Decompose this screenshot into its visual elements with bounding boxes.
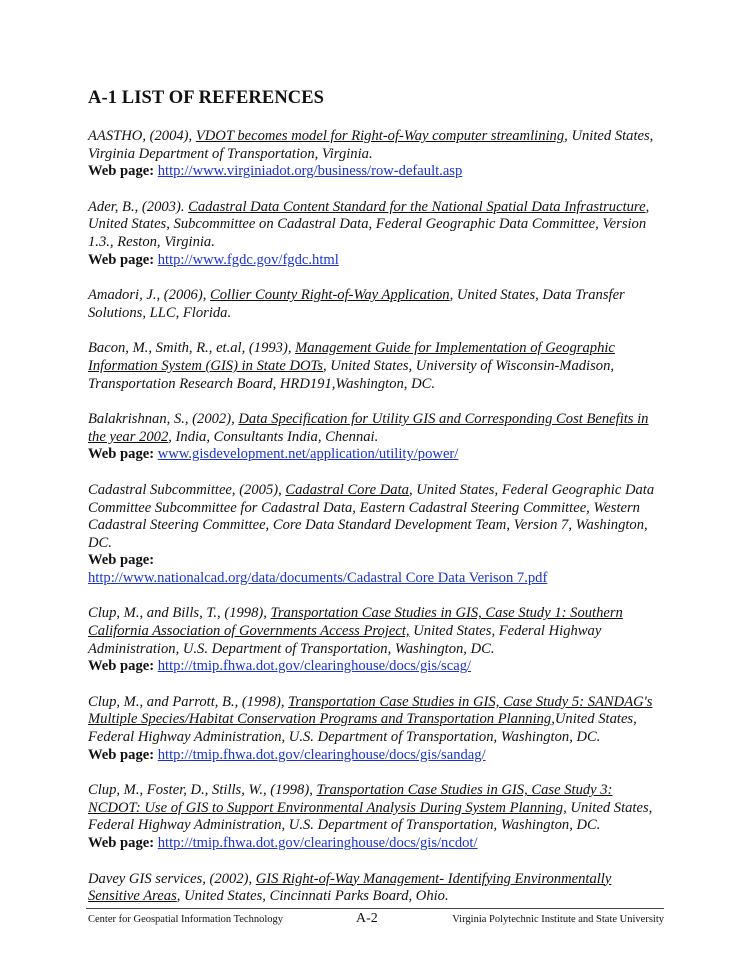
reference-item <box>88 871 663 906</box>
ref-authors: Clup, M., and Bills, T., (1998), <box>88 605 271 622</box>
web-page-label: Web page: <box>88 746 155 763</box>
ref-url-link[interactable]: http://tmip.fhwa.dot.gov/clearinghouse/docs/gis/sandag/ <box>157 746 486 763</box>
ref-authors: Amadori, J., (2006), <box>88 287 211 304</box>
ref-title: VDOT becomes model for Right-of-Way computer streamlining <box>195 128 565 144</box>
ref-authors: Balakrishnan, S., (2002), <box>88 411 239 428</box>
reference-item <box>88 199 663 269</box>
ref-title: GIS Right-of-Way Management- Identifying Environmentally Sensitive Areas <box>88 870 612 905</box>
ref-authors: Cadastral Subcommittee, (2005), <box>88 481 286 498</box>
reference-item <box>88 605 663 675</box>
reference-item <box>88 128 663 181</box>
reference-item <box>88 782 663 852</box>
reference-item <box>88 287 663 322</box>
ref-url-link[interactable]: http://tmip.fhwa.dot.gov/clearinghouse/docs/gis/scag/ <box>157 658 472 675</box>
web-page-label: Web page: <box>88 658 155 675</box>
ref-title: Collier County Right-of-Way Application <box>210 287 450 304</box>
footer-left-text: Center for Geospatial Information Technology <box>88 914 284 925</box>
ref-url-link[interactable]: http://www.nationalcad.org/data/documents/Cadastral Core Data Verison 7.pdf <box>88 569 548 586</box>
page-heading: A-1 LIST OF REFERENCES <box>88 88 325 108</box>
web-page-label: Web page: <box>88 163 155 180</box>
reference-item <box>88 340 663 393</box>
ref-authors: AASTHO, (2004), <box>88 128 196 144</box>
page-number: A-2 <box>356 911 378 926</box>
ref-title: Data Specification for Utility GIS and Corresponding Cost Benefits in the year 2002 <box>88 411 649 445</box>
ref-details: , United States, Federal Geographic Data Committee Subcommittee for Cadastral Data, Eastern Cadastral Steering Committee, Western Cadastral Steering Committee, Core Data Standard Development Team, Version 7, Washington, DC. <box>88 481 655 551</box>
ref-url-link[interactable]: http://www.virginiadot.org/business/row-default.asp <box>157 163 463 180</box>
ref-title: Transportation Case Studies in GIS, Case Study 3: NCDOT: Use of GIS to Support Environmental Analysis During System Planning, <box>88 782 613 816</box>
ref-details: , United States, University of Wisconsin-Madison, Transportation Research Board, HRD191,Washington, DC. <box>88 357 615 392</box>
ref-authors: Ader, B., (2003). <box>88 198 189 215</box>
footer-divider <box>86 908 664 909</box>
ref-url-link[interactable]: http://tmip.fhwa.dot.gov/clearinghouse/docs/gis/ncdot/ <box>157 835 478 851</box>
reference-list <box>88 128 663 924</box>
ref-details: ,United States, Federal Highway Administration, U.S. Department of Transportation, Washington, DC. <box>88 711 637 746</box>
ref-details: , United States, Data Transfer Solutions, LLC, Florida. <box>88 287 625 321</box>
ref-title: Cadastral Core Data <box>285 481 409 498</box>
ref-title: Cadastral Data Content Standard for the National Spatial Data Infrastructure <box>188 198 646 215</box>
web-page-label: Web page: <box>88 552 155 569</box>
ref-url-link[interactable]: www.gisdevelopment.net/application/utility/power/ <box>157 446 459 463</box>
ref-details: , United States, Subcommittee on Cadastral Data, Federal Geographic Data Committee, Version 1.3., Reston, Virginia. <box>88 198 650 250</box>
page-footer <box>88 913 664 929</box>
ref-details: , United States, Cincinnati Parks Board, Ohio. <box>176 888 449 905</box>
ref-authors: Bacon, M., Smith, R., et.al, (1993), <box>88 340 296 357</box>
web-page-label: Web page: <box>88 835 155 851</box>
web-page-label: Web page: <box>88 446 155 463</box>
ref-title: Transportation Case Studies in GIS, Case Study 5: SANDAG's Multiple Species/Habitat Conservation Programs and Transportation Planning <box>88 693 653 728</box>
ref-authors: Clup, M., Foster, D., Stills, W., (1998), <box>88 782 317 799</box>
ref-details: , India, Consultants India, Chennai. <box>168 428 379 445</box>
ref-details: , United States, Virginia Department of Transportation, Virginia. <box>88 128 654 162</box>
ref-title: Management Guide for Implementation of Geographic Information System (GIS) in State DOTs <box>88 340 615 374</box>
reference-item <box>88 694 663 764</box>
footer-right-text: Virginia Polytechnic Institute and State University <box>452 914 664 925</box>
ref-url-link[interactable]: http://www.fgdc.gov/fgdc.html <box>157 251 339 268</box>
reference-item <box>88 482 663 588</box>
ref-authors: Clup, M., and Parrott, B., (1998), <box>88 693 289 710</box>
ref-details: United States, Federal Highway Administration, U.S. Department of Transportation, Washington, DC. <box>88 799 653 834</box>
ref-details: United States, Federal Highway Administration, U.S. Department of Transportation, Washington, DC. <box>88 623 602 657</box>
ref-authors: Davey GIS services, (2002), <box>88 870 256 887</box>
reference-item <box>88 411 663 464</box>
web-page-label: Web page: <box>88 251 155 268</box>
ref-title: Transportation Case Studies in GIS, Case Study 1: Southern California Association of Governments Access Project, <box>88 605 623 640</box>
